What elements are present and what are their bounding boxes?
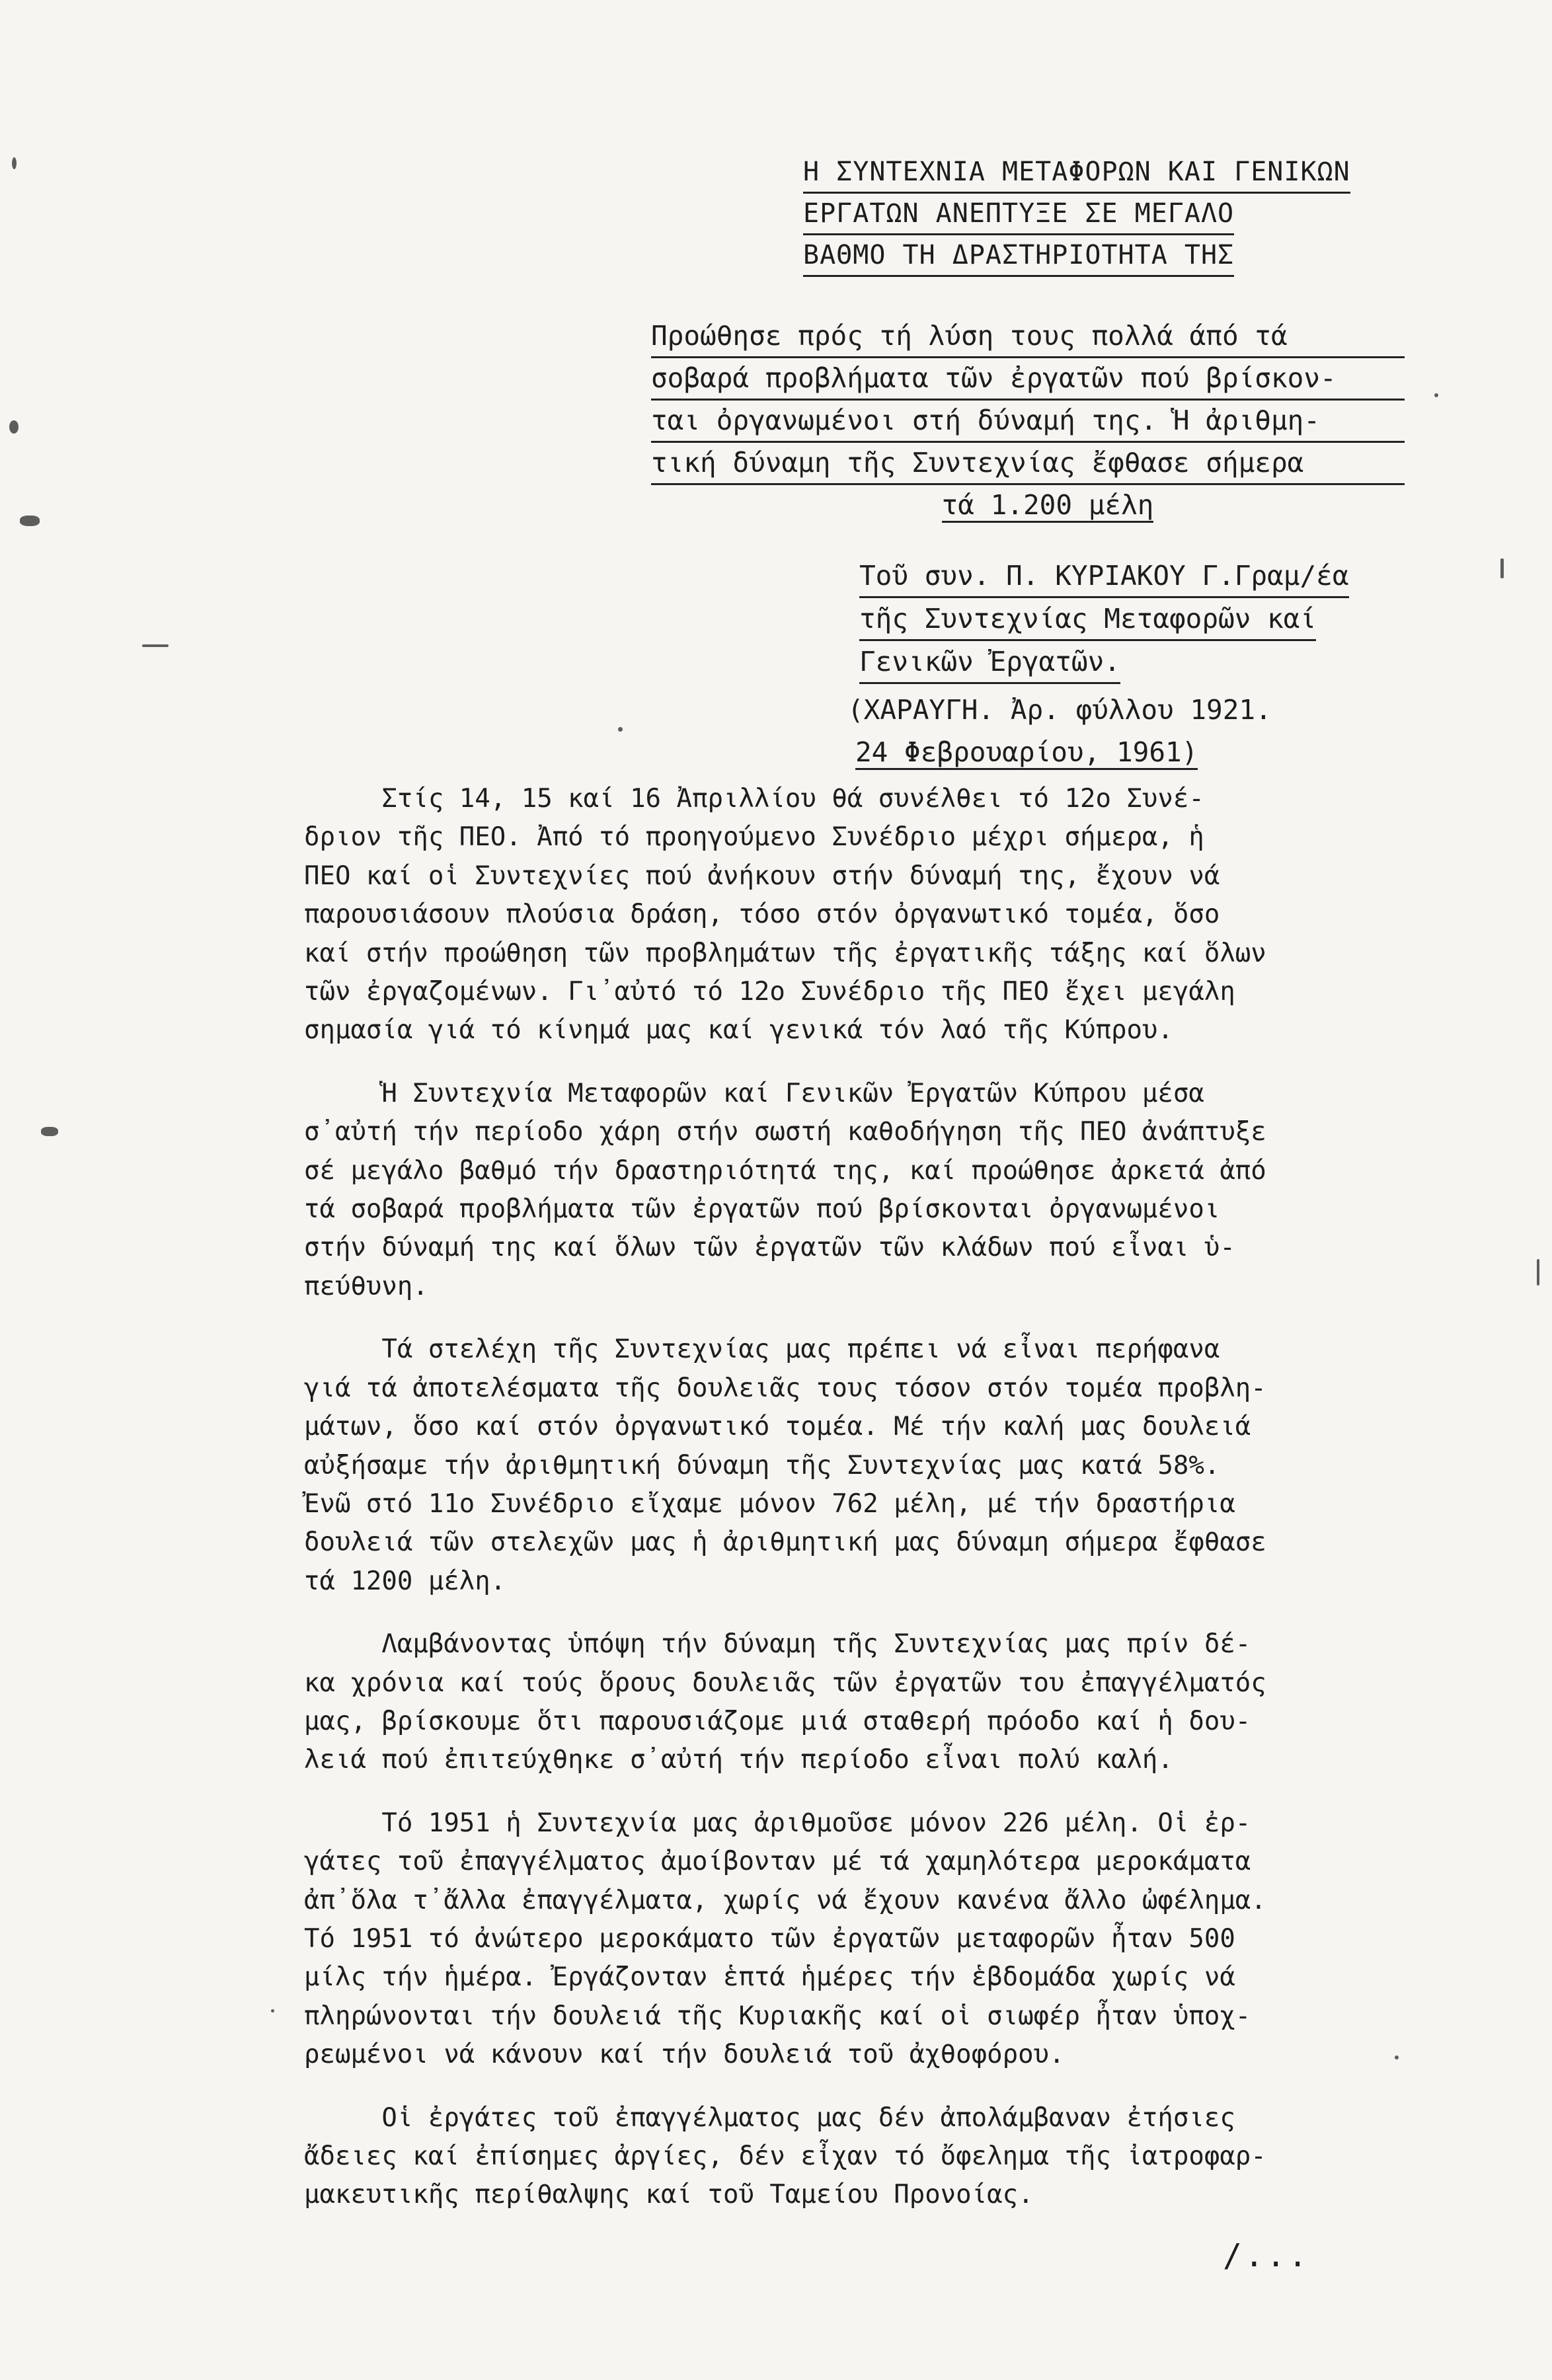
- scan-speck: [20, 516, 40, 526]
- headline-line: ΒΑΘΜΟ ΤΗ ΔΡΑΣΤΗΡΙΟΤΗΤΑ ΤΗΣ: [803, 235, 1234, 277]
- headline-line: Η ΣΥΝΤΕΧΝΙΑ ΜΕΤΑΦΟΡΩΝ ΚΑΙ ΓΕΝΙΚΩΝ: [803, 152, 1350, 194]
- scan-speck: [1537, 1259, 1539, 1286]
- subheading-line: σοβαρά προβλήματα τῶν ἐργατῶν πού βρίσκον-: [651, 358, 1405, 401]
- source-line-2: 24 Φεβρουαρίου, 1961): [855, 736, 1198, 770]
- source-line-1: (ΧΑΡΑΥΓΗ. Ἀρ. φύλλου 1921.: [847, 694, 1272, 726]
- body-paragraph: Ἡ Συντεχνία Μεταφορῶν καί Γενικῶν Ἐργατῶν Κύπρου μέσα σ᾽αὐτή τήν περίοδο χάρη στήν σωστή καθοδήγηση τῆς ΠΕΟ ἀνάπτυξε σέ μεγάλο βαθμό τήν δραστηριότητά της, καί προώθησε ἀρκετά ἀπό τά σοβαρά προβλήματα τῶν ἐργατῶν πού βρίσκονται ὀργανωμένοι στήν δύναμή της καί ὅλων τῶν ἐργατῶν τῶν κλάδων πού εἶναι ὑ- πεύθυνη.: [304, 1078, 1266, 1301]
- source-citation: [847, 689, 1416, 773]
- scan-speck: [1434, 393, 1438, 397]
- body-paragraph: Οἱ ἐργάτες τοῦ ἐπαγγέλματος μας δέν ἀπολάμβαναν ἐτήσιες ἄδειες καί ἐπίσημες ἀργίες, δέν εἶχαν τό ὄφελημα τῆς ἰατροφαρ- μακευτικῆς περίθαλψης καί τοῦ Ταμείου Προνοίας.: [304, 2102, 1266, 2210]
- scan-speck: [1500, 558, 1504, 578]
- scan-speck: [9, 420, 19, 434]
- subheading: [651, 316, 1405, 525]
- scan-speck: [12, 157, 17, 169]
- author-byline: [859, 555, 1415, 684]
- subheading-line: ται ὀργανωμένοι στή δύναμή της. Ἡ ἀριθμη-: [651, 401, 1405, 443]
- scan-speck: [271, 2009, 274, 2013]
- headline-line: ΕΡΓΑΤΩΝ ΑΝΕΠΤΥΞΕ ΣΕ ΜΕΓΑΛΟ: [803, 194, 1234, 235]
- subheading-line: Προώθησε πρός τή λύση τους πολλά άπό τά: [651, 316, 1405, 358]
- scan-speck: [41, 1127, 58, 1136]
- subheading-line: τική δύναμη τῆς Συντεχνίας ἔφθασε σήμερα: [651, 443, 1405, 485]
- scan-speck: [618, 727, 623, 732]
- scan-speck: [142, 644, 169, 647]
- author-line: Γενικῶν Ἐργατῶν.: [859, 641, 1120, 684]
- continuation-mark: /...: [1223, 2237, 1310, 2274]
- body-paragraph: Λαμβάνοντας ὑπόψη τήν δύναμη τῆς Συντεχνίας μας πρίν δέ- κα χρόνια καί τούς ὅρους δουλειᾶς τῶν ἐργατῶν του ἐπαγγέλματός μας, βρίσκουμε ὅτι παρουσιάζομε μιά σταθερή πρόοδο καί ἡ δου- λειά πού ἐπιτεύχθηκε σ᾽αὐτή τήν περίοδο εἶναι πολύ καλή.: [304, 1629, 1266, 1775]
- subheading-last-line: τά 1.200 μέλη: [942, 489, 1154, 523]
- body-paragraph: Τά στελέχη τῆς Συντεχνίας μας πρέπει νά εἶναι περήφανα γιά τά ἀποτελέσματα τῆς δουλειᾶς τους τόσον στόν τομέα προβλη- μάτων, ὅσο καί στόν ὀργανωτικό τομέα. Μέ τήν καλή μας δουλειά αὐξήσαμε τήν ἀριθμητική δύναμη τῆς Συντεχνίας μας κατά 58%. Ἐνῶ στό 11ο Συνέδριο εἴχαμε μόνον 762 μέλη, μέ τήν δραστήρια δουλειά τῶν στελεχῶν μας ἡ ἀριθμητική μας δύναμη σήμερα ἔφθασε τά 1200 μέλη.: [304, 1334, 1266, 1596]
- author-line: Τοῦ συν. Π. ΚΥΡΙΑΚΟΥ Γ.Γραμ/έα: [859, 555, 1349, 598]
- body-paragraph: Στίς 14, 15 καί 16 Ἀπριλλίου θά συνέλθει τό 12ο Συνέ- δριον τῆς ΠΕΟ. Ἀπό τό προηγούμενο Συνέδριο μέχρι σήμερα, ἡ ΠΕΟ καί οἱ Συντεχνίες πού ἀνήκουν στήν δύναμή της, ἔχουν νά παρουσιάσουν πλούσια δράση, τόσο στόν ὀργανωτικό τομέα, ὅσο καί στήν προώθηση τῶν προβλημάτων τῆς ἐργατικῆς τάξης καί ὅλων τῶν ἐργαζομένων. Γι᾽αὐτό τό 12ο Συνέδριο τῆς ΠΕΟ ἔχει μεγάλη σημασία γιά τό κίνημά μας καί γενικά τόν λαό τῆς Κύπρου.: [304, 784, 1266, 1046]
- author-line: τῆς Συντεχνίας Μεταφορῶν καί: [859, 598, 1316, 641]
- body-paragraph: Τό 1951 ἡ Συντεχνία μας ἀριθμοῦσε μόνον 226 μέλη. Οἱ ἐρ- γάτες τοῦ ἐπαγγέλματος ἀμοίβονταν μέ τά χαμηλότερα μεροκάματα ἀπ᾽ὅλα τ᾽ἄλλα ἐπαγγέλματα, χωρίς νά ἔχουν κανένα ἄλλο ὠφέλημα. Τό 1951 τό ἀνώτερο μεροκάματο τῶν ἐργατῶν μεταφορῶν ἦταν 500 μίλς τήν ἡμέρα. Ἐργάζονταν ἑπτά ἡμέρες τήν ἑβδομάδα χωρίς νά πληρώνονται τήν δουλειά τῆς Κυριακῆς καί οἱ σιωφέρ ἦταν ὑποχ- ρεωμένοι νά κάνουν καί τήν δουλειά τοῦ ἀχθοφόρου.: [304, 1808, 1266, 2070]
- headline: [803, 152, 1398, 277]
- article-body: [304, 780, 1401, 2239]
